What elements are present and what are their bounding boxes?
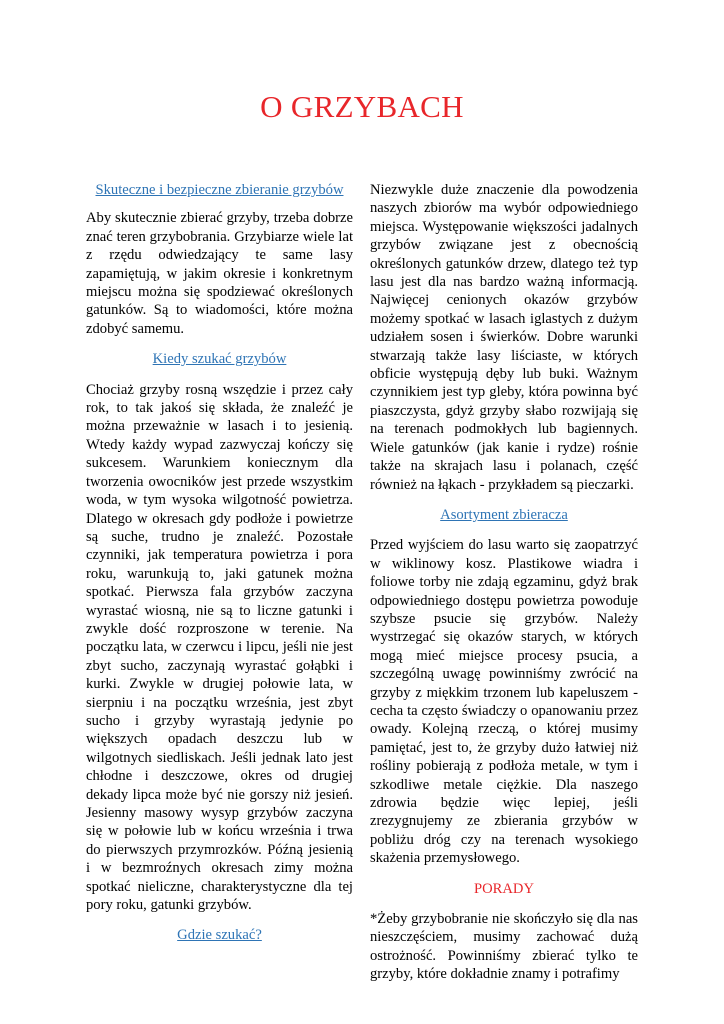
paragraph-equipment: Przed wyjściem do lasu warto się zaopatrzyć w wiklinowy kosz. Plastikowe wiadra i foliowe torby nie zdają egzaminu, gdyż brak odpowiedniego dostępu powietrza powoduje szybsze psucie się grzybów. Należy wystrzegać się okazów starych, w których mogą mieć miejsce procesy psucia, a szczególną uwagę powinniśmy zwrócić na grzyby z miękkim trzonem lub kapeluszem - cecha ta często świadczy o opanowaniu przez owady. Kolejną rzeczą, o której musimy pamiętać, jest to, że grzyby dużo łatwiej niż rośliny pobierają z podłoża metale, w tym i szkodliwe metale ciężkie. Dla naszego zdrowia będzie więc lepiej, jeśli zrezygnujemy ze zbierania grzybów w pobliżu dróg czy na terenach wysokiego skażenia przemysłowego.	[370, 537, 638, 867]
heading-tips: PORADY	[473, 880, 534, 897]
heading-when-to-search[interactable]: Kiedy szukać grzybów	[152, 351, 287, 368]
paragraph-where-to-search: Niezwykle duże znaczenie dla powodzenia naszych zbiorów ma wybór odpowiedniego miejsca. Występowanie większości jadalnych grzybów związane jest z obecnością określonych gatunków drzew, dlatego też typ lasu jest dla nas bardzo ważną informacją. Najwięcej cenionych okazów grzybów możemy spotkać w lasach iglastych z dużym udziałem sosen i świerków. Dobre warunki stwarzają także lasy liściaste, w których obficie występują dęby lub buki. Ważnym czynnikiem jest typ gleby, która powinna być piaszczysta, gdyż grzyby słabo rozwijają się na terenach podmokłych lub bagiennych. Wiele gatunków (jak kanie i rydze) rośnie także na skrajach lasu i polanach, część również na łąkach - przykładem są pieczarki.	[370, 182, 638, 493]
paragraph-when-to-search: Chociaż grzyby rosną wszędzie i przez cały rok, to tak jakoś się składa, że znaleźć je można przeważnie w lasach i to jesienią. Wtedy każdy wypad zazwyczaj kończy się sukcesem. Warunkiem koniecznym dla tworzenia owocników jest przede wszystkim woda, w tym wysoka wilgotność powietrza. Dlatego w okresach gdy podłoże i powietrze są suche, trudno je znaleźć. Pozostałe czynniki, jak temperatura powietrza i pora roku, warunkują to, jaki gatunek można spotkać. Pierwsza fala grzybów zaczyna wyrastać wiosną, nie są to liczne gatunki i zwykle dość rozproszone w terenie. Na początku lata, w czerwcu i lipcu, jeśli nie jest zbyt sucho, zaczynają wyrastać gołąbki i kurki. Zwykle w drugiej połowie lata, w sierpniu i na początku września, jest zbyt sucho i grzyby wyrastają jedynie po większych opadach deszczu lub w wilgotnych siedliskach. Jeśli jednak lato jest chłodne i deszczowe, okres od drugiej dekady lipca może być nie gorszy niż jesień. Jesienny masowy wysyp grzybów zaczyna się w połowie lub w końcu września i trwa do pierwszych przymrozków. Późną jesienią i w bezmroźnych okresach zimy można spotkać nieliczne, charakterystyczne dla tej pory roku, gatunki grzybów.	[86, 381, 353, 914]
heading-safe-picking[interactable]: Skuteczne i bezpieczne zbieranie grzybów	[95, 182, 344, 198]
paragraph-tips: *Żeby grzybobranie nie skończyło się dla nas nieszczęściem, musimy zachować dużą ostrożność. Powinniśmy zbierać tylko te grzyby, które dokładnie znamy i potrafimy	[370, 911, 638, 983]
left-column	[86, 181, 353, 945]
heading-equipment[interactable]: Asortyment zbieracza	[440, 506, 568, 523]
paragraph-intro: Aby skutecznie zbierać grzyby, trzeba dobrze znać teren grzybobrania. Grzybiarze wiele lat z rzędu odwiedzający te same lasy zapamiętują, w jakim okresie i konkretnym miejscu można się spodziewać określonych gatunków. Są to wiadomości, które można zdobyć samemu.	[86, 210, 353, 337]
right-column	[370, 181, 638, 984]
document-title: O GRZYBACH	[260, 89, 464, 124]
heading-where-to-search[interactable]: Gdzie szukać?	[177, 927, 262, 944]
